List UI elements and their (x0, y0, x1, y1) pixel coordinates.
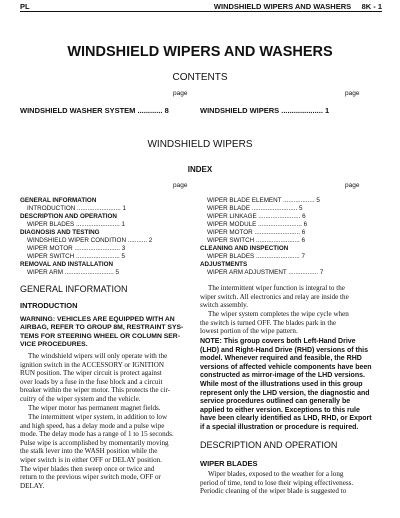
note-line: model. Whenever required and feasible, the RHD (200, 355, 362, 363)
warning-line: TEMS FOR STEERING WHEEL OR COLUMN SER- (20, 332, 180, 340)
paragraph-intermittent-function (200, 284, 382, 310)
text-line: the stalk lever into the WASH position while the (20, 447, 158, 456)
subsection-heading-introduction: INTRODUCTION (20, 301, 78, 310)
text-line: Periodic cleaning of the wiper blade is suggested to (200, 487, 347, 496)
section-heading-general-information: GENERAL INFORMATION (20, 284, 128, 294)
section-subtitle: WINDSHIELD WIPERS (147, 139, 253, 150)
index-page-label-right: page (345, 182, 360, 189)
text-line: The windshield wipers will only operate with the (28, 352, 168, 360)
text-line: return to the previous wiper switch mode, OFF or (20, 473, 161, 482)
paragraph-ignition (20, 352, 192, 404)
note-line: (LHD) and Right-Hand Drive (RHD) versions of this (200, 346, 369, 354)
index-left-item-wiper-motor[interactable]: WIPER MOTOR .......................... 3 (27, 245, 126, 252)
lhd-rhd-note (200, 338, 382, 433)
airbag-warning (20, 316, 192, 349)
text-line: period of time, tend to lose their wiping effectiveness. (200, 478, 354, 487)
text-line: cuitry of the wiper system and the vehicle. (20, 394, 141, 403)
index-right-item-wiper-linkage[interactable]: WIPER LINKAGE ........................ 6 (207, 213, 306, 220)
contents-page-label-right: page (345, 90, 360, 97)
index-right-item-arm-adjustment[interactable]: WIPER ARM ADJUSTMENT ................. 7 (207, 269, 324, 276)
warning-line: AIRBAG, REFER TO GROUP 8M, RESTRAINT SYS- (20, 324, 184, 332)
index-left-group-general: GENERAL INFORMATION (20, 197, 97, 204)
text-line: wiper switch. All electronics and relay are inside the (200, 292, 349, 301)
index-right-group-cleaning: CLEANING AND INSPECTION (200, 245, 289, 252)
text-line: and high speed, has a delay mode and a pulse wipe (20, 421, 165, 430)
page-title: WINDSHIELD WIPERS AND WASHERS (67, 44, 333, 60)
paragraph-intermittent (20, 413, 192, 490)
index-left-item-wiper-arm[interactable]: WIPER ARM ............................ 5 (27, 269, 120, 276)
text-line: breaker within the wiper motor. This protects the cir- (20, 386, 171, 395)
text-line: The wiper system completes the wipe cycle when (208, 310, 349, 318)
text-line: The intermittent wiper function is integral to the (208, 284, 345, 292)
contents-page-label-left: page (173, 90, 188, 97)
note-line: While most of the illustrations used in this group (200, 380, 363, 388)
note-line: NOTE: This group covers both Left-Hand Drive (200, 338, 356, 345)
subsection-heading-wiper-blades: WIPER BLADES (200, 459, 258, 468)
index-left-group-description: DESCRIPTION AND OPERATION (20, 213, 117, 220)
index-right-item-wiper-motor[interactable]: WIPER MOTOR .......................... 6 (207, 229, 306, 236)
note-line: applied to either version. Exceptions to this rule (200, 406, 360, 414)
contents-heading: CONTENTS (172, 72, 228, 83)
index-left-item-introduction[interactable]: INTRODUCTION ......................... 1 (27, 205, 127, 212)
index-right-group-adjustments: ADJUSTMENTS (200, 261, 248, 268)
index-heading: INDEX (187, 165, 213, 174)
paragraph-motor: The wiper motor has permanent magnet fields. (28, 404, 161, 412)
index-right-item-wiper-module[interactable]: WIPER MODULE ......................... 6 (207, 221, 308, 228)
note-line: have been clearly identified as LHD, RHD, or Export (200, 415, 372, 423)
text-line: The intermittent wiper system, in addition to low (28, 413, 168, 421)
text-line: the switch is turned OFF. The blades park in the (200, 318, 337, 327)
text-line: lowest portion of the wipe pattern. (200, 327, 298, 336)
warning-line: WARNING: VEHICLES ARE EQUIPPED WITH AN (20, 316, 175, 323)
section-heading-description: DESCRIPTION AND OPERATION (200, 440, 338, 450)
text-line: RUN position. The wiper circuit is protect against (20, 369, 162, 378)
index-right-item-wiper-blades[interactable]: WIPER BLADES ......................... 7 (207, 253, 305, 260)
text-line: ignition switch in the ACCESSORY or IGNITION (20, 360, 164, 369)
header-rule (20, 11, 382, 12)
index-right-item-wiper-blade[interactable]: WIPER BLADE .......................... 5 (207, 205, 303, 212)
header-left: PL (20, 2, 30, 11)
paragraph-wipe-cycle (200, 310, 382, 336)
text-line: Wiper blades, exposed to the weather for a long (208, 470, 344, 478)
header-right: WINDSHIELD WIPERS AND WASHERS 8K - 1 (213, 2, 382, 11)
note-line: constructed as mirror-image of the LHD versions. (200, 372, 365, 380)
text-line: Pulse wipe is accomplished by momentarily moving (20, 438, 169, 447)
index-left-item-wiper-blades[interactable]: WIPER BLADES ......................... 1 (27, 221, 125, 228)
contents-entry-wipers[interactable]: WINDSHIELD WIPERS .................... 1 (200, 106, 330, 115)
paragraph-wiper-blades (200, 470, 382, 496)
index-left-group-diagnosis: DIAGNOSIS AND TESTING (20, 229, 100, 236)
text-line: switch assembly. (200, 301, 249, 310)
text-line: wiper switch is in either OFF or DELAY position. (20, 455, 162, 464)
text-line: The wiper blades then sweep once or twice and (20, 464, 155, 473)
index-page-label-left: page (173, 182, 188, 189)
index-right-item-blade-element[interactable]: WIPER BLADE ELEMENT .................. 5 (207, 197, 320, 204)
note-line: represent only the LHD version, the diagnostic and (200, 389, 370, 397)
index-right-item-wiper-switch[interactable]: WIPER SWITCH ......................... 6 (207, 237, 305, 244)
note-line: if a special illustration or procedure is required. (200, 423, 359, 431)
warning-line: VICE PROCEDURES. (20, 340, 88, 348)
index-left-item-wiper-condition[interactable]: WINDSHIELD WIPER CONDITION ........... 2 (27, 237, 153, 244)
text-line: DELAY. (20, 481, 45, 490)
index-left-group-removal: REMOVAL AND INSTALLATION (20, 261, 114, 268)
text-line: over loads by a fuse in the fuse block and a circuit (20, 377, 163, 386)
note-line: versions of affected vehicle components have been (200, 363, 372, 371)
index-left-item-wiper-switch[interactable]: WIPER SWITCH ......................... 5 (27, 253, 125, 260)
text-line: mode. The delay mode has a range of 1 to 15 seconds. (20, 430, 174, 439)
contents-entry-washer[interactable]: WINDSHIELD WASHER SYSTEM ............ 8 (20, 106, 169, 115)
note-line: service procedures outlined can generally be (200, 398, 351, 406)
